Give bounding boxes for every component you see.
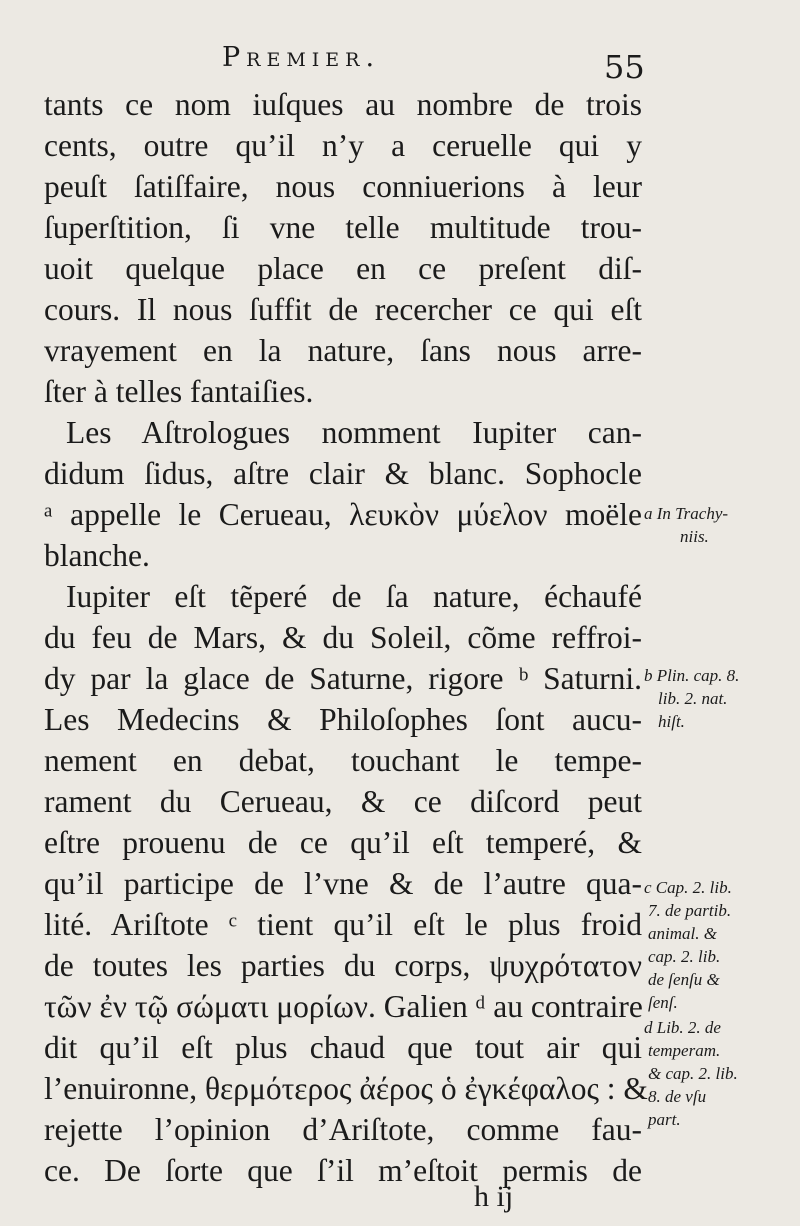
text-line: Iupiter eſt tẽperé de ſa nature, échaufé <box>66 579 642 614</box>
margin-note-line: a In Trachy- <box>644 504 729 523</box>
text-line: cours. Il nous ſuffit de recercher ce qui eſt <box>44 292 642 327</box>
margin-note-d <box>644 1016 794 1131</box>
margin-note-line: d Lib. 2. de <box>644 1018 721 1037</box>
text-line: ᵃ appelle le Cerueau, λευκὸν μύελον moële <box>44 497 642 532</box>
text-line: ſter à telles fantaiſies. <box>44 374 314 409</box>
text-line: nement en debat, touchant le tempe- <box>44 743 642 778</box>
margin-note-line: b Plin. cap. 8. <box>644 666 740 685</box>
margin-note-line: & cap. 2. lib. <box>648 1064 738 1083</box>
text-line: τῶν ἐν τῷ σώματι μορίων. Galien ᵈ au contraire <box>44 989 643 1024</box>
margin-note-line: ſenſ. <box>648 993 678 1012</box>
text-line: du feu de Mars, & du Soleil, cõme reffroi- <box>44 620 642 655</box>
text-line: blanche. <box>44 538 150 573</box>
margin-note-line: cap. 2. lib. <box>648 947 721 966</box>
text-line: l’enuironne, θερμότερος ἀέρος ὁ ἐγκέφαλος : & <box>44 1071 648 1106</box>
running-head: Premier. <box>222 42 381 73</box>
text-line: qu’il participe de l’vne & de l’autre qua- <box>44 866 642 901</box>
text-line: rejette l’opinion d’Ariſtote, comme fau- <box>44 1112 642 1147</box>
text-line: tants ce nom iuſques au nombre de trois <box>44 87 642 122</box>
margin-note-c <box>644 876 794 1014</box>
text-line: ce. De ſorte que ſ’il m’eſtoit permis de <box>44 1153 642 1188</box>
signature-mark: h ij <box>474 1180 514 1213</box>
main-text-block <box>44 84 648 1191</box>
margin-note-line: de ſenſu & <box>648 970 720 989</box>
margin-note-line: temperam. <box>648 1041 721 1060</box>
margin-note-line: lib. 2. nat. <box>658 689 728 708</box>
text-line: peuſt ſatiſfaire, nous conniuerions à leur <box>44 169 642 204</box>
margin-note-line: part. <box>648 1110 681 1129</box>
text-line: Les Medecins & Philoſophes ſont aucu- <box>44 702 642 737</box>
margin-note-b <box>644 664 794 733</box>
page-number: 55 <box>604 48 645 86</box>
text-line: uoit quelque place en ce preſent diſ- <box>44 251 642 286</box>
text-line: cents, outre qu’il n’y a ceruelle qui y <box>44 128 642 163</box>
text-line: de toutes les parties du corps, ψυχρότατον <box>44 948 642 983</box>
margin-note-line: 8. de vſu <box>648 1087 707 1106</box>
margin-note-line: c Cap. 2. lib. <box>644 878 732 897</box>
margin-note-a <box>644 502 794 548</box>
margin-note-line: animal. & <box>648 924 717 943</box>
text-line: didum ſidus, aſtre clair & blanc. Sophocle <box>44 456 642 491</box>
text-line: vrayement en la nature, ſans nous arre- <box>44 333 642 368</box>
page-header <box>0 42 800 86</box>
text-line: eſtre prouenu de ce qu’il eſt temperé, & <box>44 825 642 860</box>
margin-note-line: hiſt. <box>658 712 685 731</box>
text-line: ſuperſtition, ſi vne telle multitude trou- <box>44 210 642 245</box>
margin-note-line: 7. de partib. <box>648 901 732 920</box>
text-line: dit qu’il eſt plus chaud que tout air qui <box>44 1030 642 1065</box>
text-line: Les Aſtrologues nomment Iupiter can- <box>66 415 642 450</box>
margin-note-line: niis. <box>680 527 709 546</box>
text-line: rament du Cerueau, & ce diſcord peut <box>44 784 642 819</box>
text-line: lité. Ariſtote ᶜ tient qu’il eſt le plus froid <box>44 907 642 942</box>
text-line: dy par la glace de Saturne, rigore ᵇ Saturni. <box>44 661 642 696</box>
